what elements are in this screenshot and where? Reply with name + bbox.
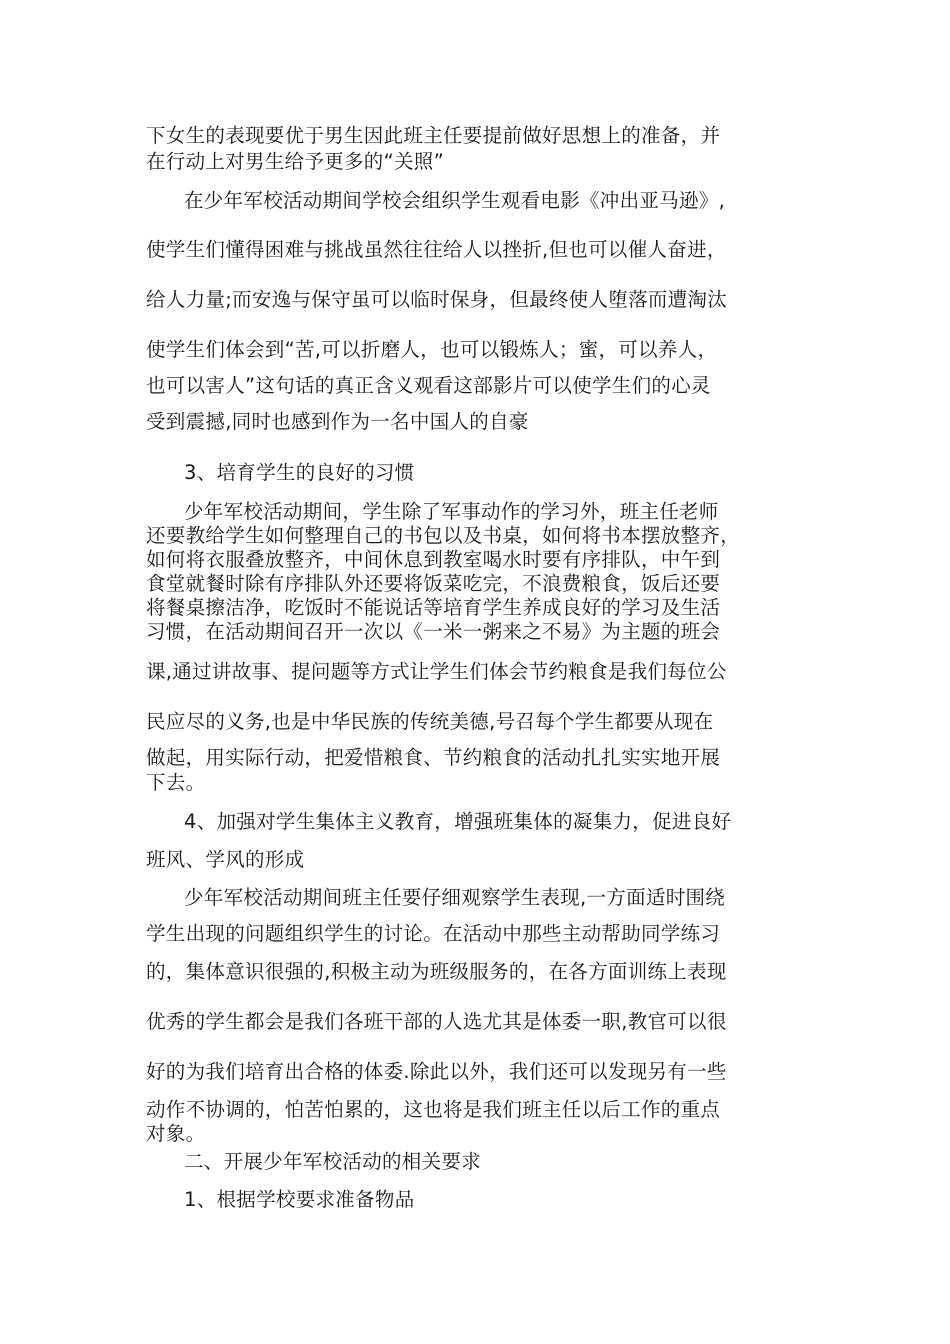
text-line: 好的为我们培育出合格的体委.除此以外，我们还可以发现另有一些 xyxy=(146,1060,727,1083)
text-line: 课,通过讲故事、提问题等方式让学生们体会节约粮食是我们每位公 xyxy=(146,660,727,683)
text-line: 在行动上对男生给予更多的“关照” xyxy=(146,150,445,173)
text-line: 民应尽的义务,也是中华民族的传统美德,号召每个学生都要从现在 xyxy=(146,710,714,733)
section-heading: 1、根据学校要求准备物品 xyxy=(184,1188,415,1211)
paragraph-start: 少年军校活动期间班主任要仔细观察学生表现,一方面适时围绕 xyxy=(184,886,726,909)
text-line: 做起，用实际行动，把爱惜粮食、节约粮食的活动扎扎实实地开展 xyxy=(146,746,721,769)
section-heading: 3、培育学生的良好的习惯 xyxy=(184,461,415,484)
text-line: 如何将衣服叠放整齐，中间休息到教室喝水时要有序排队，中午到 xyxy=(146,548,721,571)
section-heading-continued: 班风、学风的形成 xyxy=(146,848,305,871)
text-line: 下女生的表现要优于男生因此班主任要提前做好思想上的准备，并 xyxy=(146,124,721,147)
text-line: 将餐桌擦洁净，吃饭时不能说话等培育学生养成良好的学习及生活 xyxy=(146,596,721,619)
text-line: 使学生们懂得困难与挑战虽然往往给人以挫折,但也可以催人奋进， xyxy=(146,238,727,261)
text-line: 的，集体意识很强的,积极主动为班级服务的，在各方面训练上表现 xyxy=(146,960,727,983)
paragraph-start: 少年军校活动期间，学生除了军事动作的学习外，班主任老师 xyxy=(184,500,719,523)
text-line: 优秀的学生都会是我们各班干部的人选尤其是体委一职,教官可以很 xyxy=(146,1010,727,1033)
text-line: 对象。 xyxy=(146,1122,206,1145)
text-line: 学生出现的问题组织学生的讨论。在活动中那些主动帮助同学练习 xyxy=(146,922,721,945)
text-line: 也可以害人”这句话的真正含义观看这部影片可以使学生们的心灵 xyxy=(146,374,711,397)
paragraph-start: 在少年军校活动期间学校会组织学生观看电影《冲出亚马逊》, xyxy=(184,189,726,212)
text-line: 还要教给学生如何整理自己的书包以及书桌，如何将书本摆放整齐， xyxy=(146,524,741,547)
text-line: 使学生们体会到“苦,可以折磨人，也可以锻炼人；蜜，可以养人， xyxy=(146,338,718,361)
text-line: 动作不协调的，怕苦怕累的，这也将是我们班主任以后工作的重点 xyxy=(146,1098,721,1121)
text-line: 受到震撼,同时也感到作为一名中国人的自豪 xyxy=(146,410,529,433)
section-heading: 4、加强对学生集体主义教育，增强班集体的凝集力，促进良好 xyxy=(184,810,732,833)
text-line: 食堂就餐时除有序排队外还要将饭菜吃完，不浪费粮食，饭后还要 xyxy=(146,572,721,595)
text-line: 习惯，在活动期间召开一次以《一米一粥来之不易》为主题的班会 xyxy=(146,620,721,643)
text-line: 给人力量;而安逸与保守虽可以临时保身，但最终使人堕落而遭淘汰 xyxy=(146,288,728,311)
text-line: 下去。 xyxy=(146,771,206,794)
section-heading: 二、开展少年军校活动的相关要求 xyxy=(184,1150,482,1173)
